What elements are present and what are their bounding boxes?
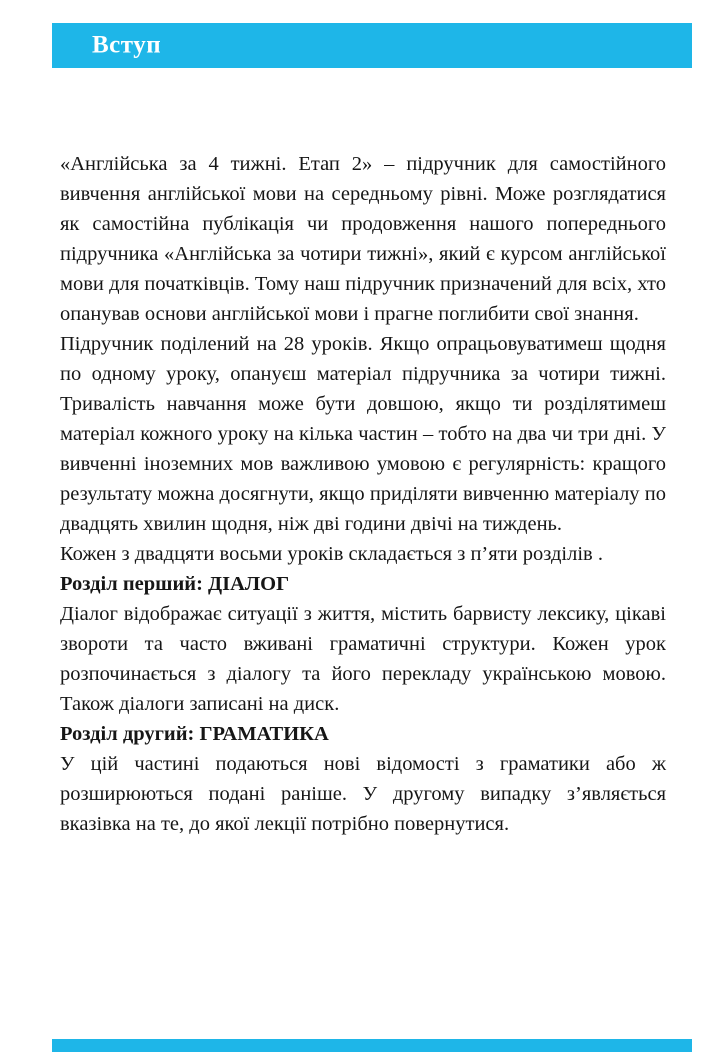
section-body-dialog: Діалог відображає ситуації з життя, містить барвисту лексику, цікаві звороти та часто вживані граматичні структури. Кожен урок розпочинається з діалогу та його перекладу українською мовою. Також діалоги записані на диск. xyxy=(60,603,666,715)
paragraph-intro: «Англійська за 4 тижні. Етап 2» – підручник для самостійного вивчення англійської мови на середньому рівні. Може розглядатися як самостійна публікація чи продовження нашого попереднього підручника «Англійська за чотири тижні», який є курсом англійської мови для початківців. Тому наш підручник призначений для всіх, хто опанував основи англійської мови і прагне поглибити свої знання. xyxy=(60,153,666,325)
page-content xyxy=(60,149,666,839)
footer-bar xyxy=(52,1039,692,1052)
paragraph-lessons: Кожен з двадцяти восьми уроків складається з п’яти розділів . xyxy=(60,543,603,565)
section-body-grammar: У цій частині подаються нові відомості з граматики або ж розширюються подані раніше. У другому випадку з’являється вказівка на те, до якої лекції потрібно повернутися. xyxy=(60,753,666,835)
chapter-title: Вступ xyxy=(92,30,162,58)
section-heading-dialog: Розділ перший: ДІАЛОГ xyxy=(60,573,290,595)
paragraph-structure: Підручник поділений на 28 уроків. Якщо опрацьовуватимеш щодня по одному уроку, опануєш матеріал підручника за чотири тижні. Тривалість навчання може бути довшою, якщо ти розділятимеш матеріал кожного уроку на кілька частин – тобто на два чи три дні. У вивченні іноземних мов важливою умовою є регулярність: кращого результату можна досягнути, якщо приділяти вивченню матеріалу по двадцять хвилин щодня, ніж дві години двічі на тиждень. xyxy=(60,333,666,535)
chapter-header-bar xyxy=(52,23,692,68)
section-heading-grammar: Розділ другий: ГРАМАТИКА xyxy=(60,723,329,745)
